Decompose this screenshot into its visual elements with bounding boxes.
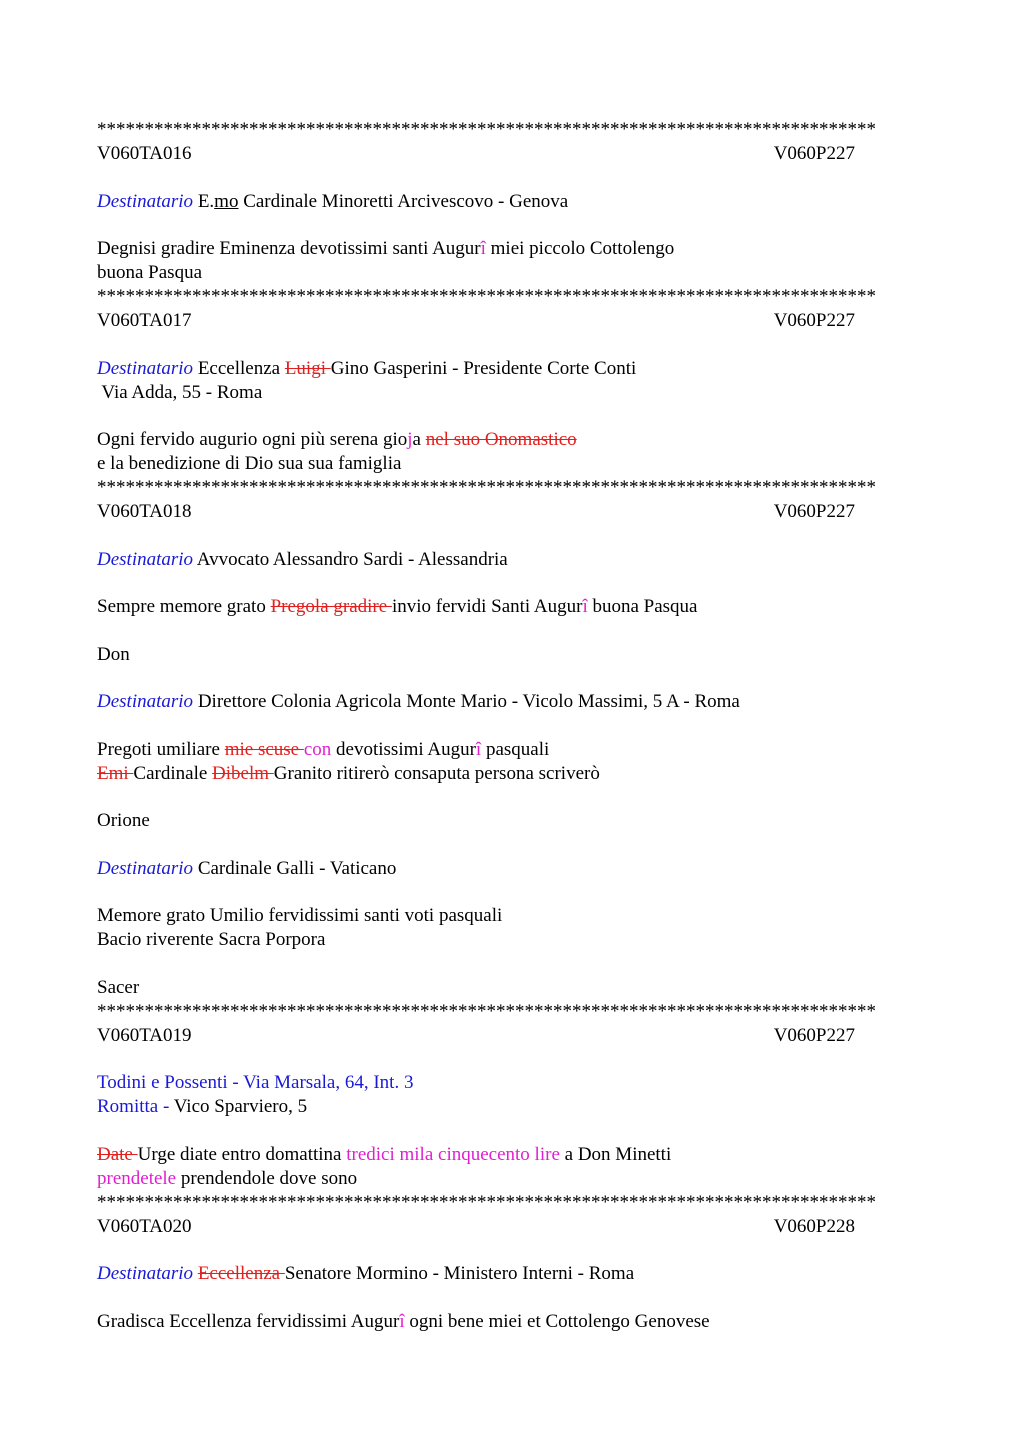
message-line: Bacio riverente Sacra Porpora <box>97 929 326 950</box>
entry-header <box>97 500 855 524</box>
entry-id: V060TA018 <box>97 501 192 522</box>
message-line: buona Pasqua <box>97 262 203 283</box>
signature: Don <box>97 643 130 665</box>
recipient-line: Destinatario Eccellenza Luigi Gino Gasperini - Presidente Corte Conti <box>97 357 637 379</box>
message-line: e la benedizione di Dio sua sua famiglia <box>97 453 402 474</box>
message-line: Degnisi gradire Eminenza devotissimi santi Augurî miei piccolo Cottolengo <box>97 238 675 259</box>
recipient-address: Via Adda, 55 - Roma <box>97 381 263 403</box>
entry-header <box>97 1215 855 1239</box>
separator-line: ********************************************************************************** <box>97 286 876 307</box>
recipient-label: Destinatario <box>97 548 194 570</box>
message-line: Emi Cardinale Dibelm Granito ritirerò consaputa persona scriverò <box>97 762 600 784</box>
page-ref: V060P227 <box>773 1024 855 1046</box>
entry-header <box>97 142 855 166</box>
document-page <box>97 118 927 1334</box>
recipient-label: Destinatario <box>97 691 194 712</box>
separator-line: ********************************************************************************** <box>97 477 876 498</box>
message-line: Gradisca Eccellenza fervidissimi Augurî ogni bene miei et Cottolengo Genovese <box>97 1310 710 1332</box>
page-ref: V060P227 <box>773 501 855 522</box>
entry-id: V060TA016 <box>97 143 192 164</box>
recipient-label: Destinatario <box>97 857 194 879</box>
page-ref: V060P227 <box>773 143 855 164</box>
recipient-line: Todini e Possenti - Via Marsala, 64, Int. 3 <box>97 1072 414 1093</box>
entry-id: V060TA020 <box>97 1215 192 1237</box>
entry-header <box>97 309 855 333</box>
recipient-label: Destinatario <box>97 357 194 379</box>
entry-id: V060TA019 <box>97 1024 192 1046</box>
separator-line: ********************************************************************************** <box>97 1191 876 1213</box>
page-ref: V060P228 <box>773 1215 855 1237</box>
signature: Orione <box>97 810 150 831</box>
recipient-line: Destinatario Avvocato Alessandro Sardi - Alessandria <box>97 548 508 570</box>
recipient-line: Destinatario Direttore Colonia Agricola Monte Mario - Vicolo Massimi, 5 A - Roma <box>97 691 740 712</box>
recipient-label: Destinatario <box>97 1263 194 1284</box>
entry-id: V060TA017 <box>97 310 192 331</box>
separator-line: ********************************************************************************** <box>97 119 876 140</box>
message-line: Memore grato Umilio fervidissimi santi voti pasquali <box>97 905 503 926</box>
recipient-label: Destinatario <box>97 190 194 212</box>
entry-header <box>97 1024 855 1048</box>
page-ref: V060P227 <box>773 310 855 331</box>
recipient-line: Romitta - Vico Sparviero, 5 <box>97 1096 308 1117</box>
recipient-line: Destinatario Cardinale Galli - Vaticano <box>97 857 397 879</box>
message-line: Date Urge diate entro domattina tredici mila cinquecento lire a Don Minetti <box>97 1143 672 1165</box>
separator-line: ********************************************************************************** <box>97 1000 876 1022</box>
signature: Sacer <box>97 976 140 998</box>
recipient-line: Destinatario E.mo Cardinale Minoretti Arcivescovo - Genova <box>97 190 569 212</box>
message-line: Pregoti umiliare mie scuse con devotissimi Augurî pasquali <box>97 738 550 760</box>
message-line: Sempre memore grato Pregola gradire invio fervidi Santi Augurî buona Pasqua <box>97 596 698 617</box>
recipient-line: Destinatario Eccellenza Senatore Mormino - Ministero Interni - Roma <box>97 1263 635 1284</box>
message-line: Ogni fervido augurio ogni più serena gioja nel suo Onomastico <box>97 429 577 450</box>
message-line: prendetele prendendole dove sono <box>97 1167 358 1189</box>
